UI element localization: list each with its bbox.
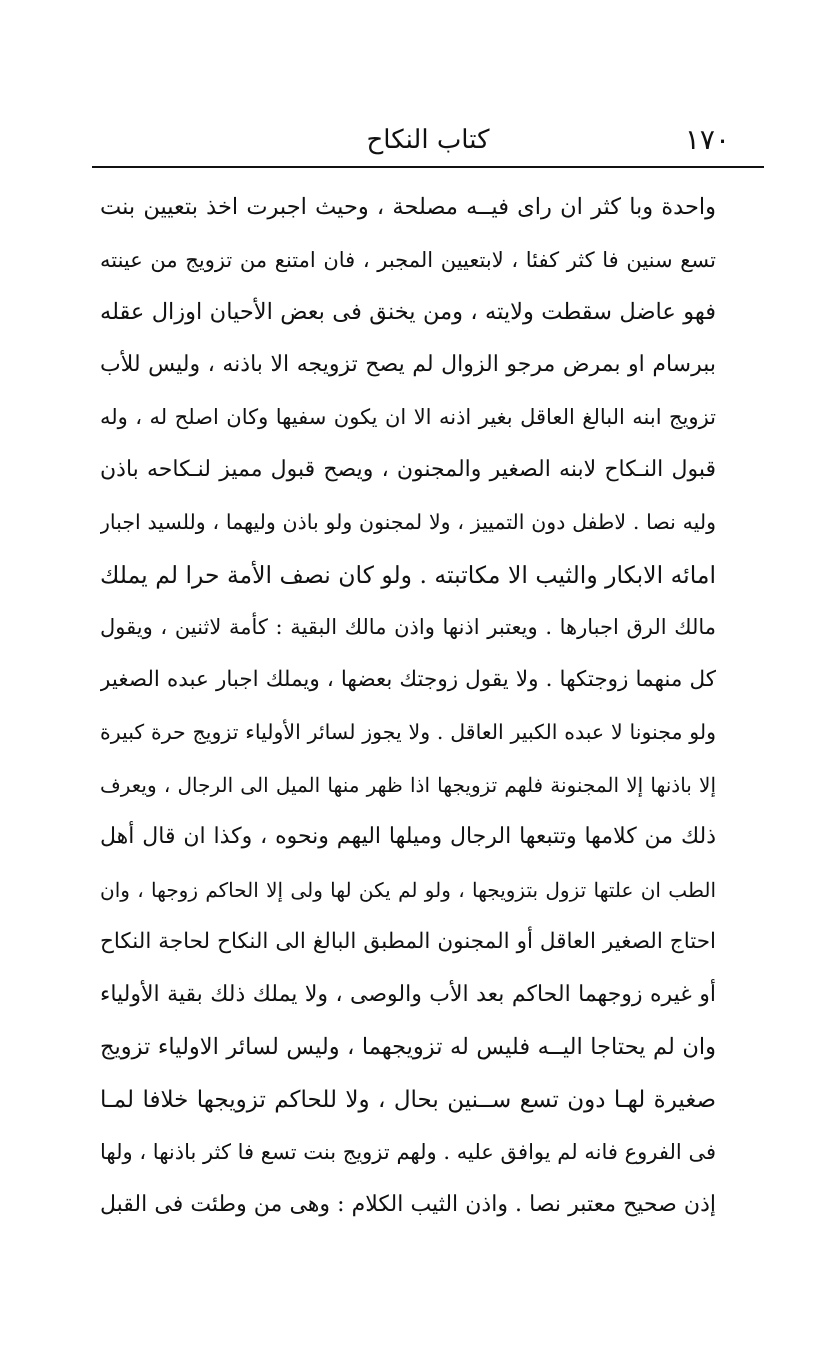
text-line: أو غيره زوجهما الحاكم بعد الأب والوصى ، ولا يملك ذلك بقية الأولياء bbox=[100, 981, 716, 1007]
text-line: ذلك من كلامها وتتبعها الرجال وميلها اليهم ونحوه ، وكذا ان قال أهل bbox=[100, 824, 716, 849]
text-line: قبول النـكاح لابنه الصغير والمجنون ، ويصح قبول مميز لنـكاحه باذن bbox=[100, 456, 716, 482]
header-rule bbox=[92, 166, 764, 168]
text-line: الطب ان علتها تزول بتزويجها ، ولو لم يكن لها ولى إلا الحاكم زوجها ، وان bbox=[100, 877, 716, 902]
text-line: واحدة وبا كثر ان راى فيــه مصلحة ، وحيث اجبرت اخذ بتعيين بنت bbox=[100, 194, 716, 220]
text-line: فى الفروع فانه لم يوافق عليه . ولهم تزويج بنت تسع فا كثر باذنها ، ولها bbox=[100, 1140, 716, 1164]
text-line: إلا باذنها إلا المجنونة فلهم تزويجها اذا ظهر منها الميل الى الرجال ، ويعرف bbox=[100, 772, 716, 797]
text-line: تسع سنين فا كثر كفئا ، لابتعيين المجبر ، فان امتنع من تزويج من عينته bbox=[100, 247, 716, 272]
body-text bbox=[100, 181, 716, 1231]
running-title: كتاب النكاح bbox=[366, 125, 490, 155]
text-line: إذن صحيح معتبر نصا . واذن الثيب الكلام : وهى من وطئت فى القبل bbox=[100, 1191, 716, 1217]
text-line: ولو مجنونا لا عبده الكبير العاقل . ولا يجوز لسائر الأولياء تزويج حرة كبيرة bbox=[100, 720, 716, 744]
page-header bbox=[92, 118, 764, 166]
text-line: فهو عاضل سقطت ولايته ، ومن يخنق فى بعض الأحيان اوزال عقله bbox=[100, 299, 716, 325]
text-line: احتاج الصغير العاقل أو المجنون المطبق البالغ الى النكاح لحاجة النكاح bbox=[100, 929, 716, 954]
text-line: صغيرة لهـا دون تسع ســنين بحال ، ولا للحاكم تزويجها خلافا لمـا bbox=[100, 1086, 716, 1113]
text-line: امائه الابكار والثيب الا مكاتبته . ولو كان نصف الأمة حرا لم يملك bbox=[100, 560, 716, 589]
text-line: مالك الرق اجبارها . ويعتبر اذنها واذن مالك البقية : كأمة لاثنين ، ويقول bbox=[100, 615, 716, 639]
text-line: وليه نصا . لاطفل دون التمييز ، ولا لمجنون ولو باذن وليهما ، وللسيد اجبار bbox=[100, 510, 716, 534]
text-line: ببرسام او بمرض مرجو الزوال لم يصح تزويجه الا باذنه ، وليس للأب bbox=[100, 351, 716, 377]
page-number: ١٧٠ bbox=[684, 123, 730, 156]
text-line: تزويج ابنه البالغ العاقل بغير اذنه الا ان يكون سفيها وكان اصلح له ، وله bbox=[100, 405, 716, 429]
text-line: وان لم يحتاجا اليــه فليس له تزويجهما ، وليس لسائر الاولياء تزويج bbox=[100, 1034, 716, 1060]
text-line: كل منهما زوجتكها . ولا يقول زوجتك بعضها ، ويملك اجبار عبده الصغير bbox=[100, 666, 716, 692]
